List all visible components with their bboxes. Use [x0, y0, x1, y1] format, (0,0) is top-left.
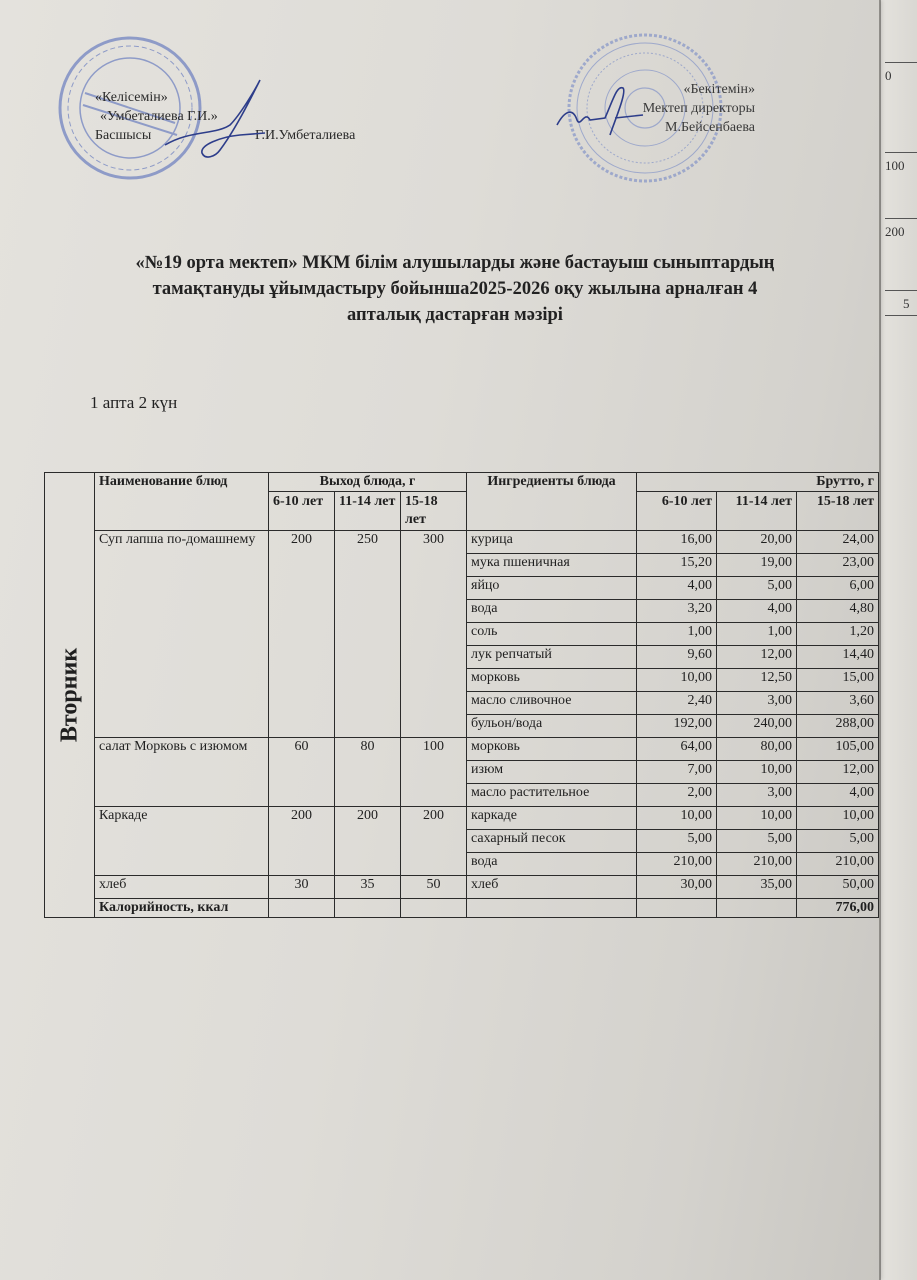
approval-left-heading: «Келісемін» — [95, 90, 168, 105]
header-brutto-age: 15-18 лет — [797, 492, 879, 531]
approval-right-heading: «Бекітемін» — [683, 82, 755, 97]
header-dish: Наименование блюд — [95, 473, 269, 531]
ingredient-brutto: 5,00 — [797, 830, 879, 853]
ingredient-brutto: 12,50 — [717, 669, 797, 692]
ingredient-name: яйцо — [467, 577, 637, 600]
ingredient-brutto: 80,00 — [717, 738, 797, 761]
ingredient-name: лук репчатый — [467, 646, 637, 669]
dish-yield: 250 — [335, 531, 401, 738]
ingredient-brutto: 4,00 — [717, 600, 797, 623]
dish-yield: 50 — [401, 876, 467, 899]
ingredient-brutto: 7,00 — [637, 761, 717, 784]
ingredient-brutto: 2,40 — [637, 692, 717, 715]
ingredient-brutto: 10,00 — [637, 807, 717, 830]
title-line-2: тамақтануды ұйымдастыру бойынша2025-2026 оқу жылына арналған 4 — [152, 279, 758, 299]
dish-yield: 30 — [269, 876, 335, 899]
ingredient-brutto: 19,00 — [717, 554, 797, 577]
ingredient-name: масло растительное — [467, 784, 637, 807]
ingredient-brutto: 10,00 — [797, 807, 879, 830]
ingredient-brutto: 24,00 — [797, 531, 879, 554]
ingredient-brutto: 12,00 — [717, 646, 797, 669]
header-yield-age: 11-14 лет — [335, 492, 401, 531]
ingredient-brutto: 16,00 — [637, 531, 717, 554]
menu-table — [44, 472, 879, 918]
week-day-subtitle: 1 апта 2 күн — [90, 393, 178, 412]
ingredient-brutto: 10,00 — [717, 807, 797, 830]
dish-yield: 60 — [269, 738, 335, 807]
header-yield-age: 6-10 лет — [269, 492, 335, 531]
ingredient-brutto: 5,00 — [637, 830, 717, 853]
background-sheet-number: 0 — [885, 68, 892, 83]
ingredient-brutto: 105,00 — [797, 738, 879, 761]
title-line-3: апталық дастарған мәзірі — [347, 305, 563, 325]
approval-left-company: «Умбеталиева Г.И.» — [100, 109, 218, 124]
dish-yield: 300 — [401, 531, 467, 738]
ingredient-brutto: 50,00 — [797, 876, 879, 899]
ingredient-brutto: 210,00 — [717, 853, 797, 876]
ingredient-brutto: 3,00 — [717, 692, 797, 715]
document-title — [80, 250, 830, 328]
empty-cell — [467, 899, 637, 918]
dish-yield: 80 — [335, 738, 401, 807]
ingredient-name: морковь — [467, 738, 637, 761]
empty-cell — [637, 899, 717, 918]
empty-cell — [717, 899, 797, 918]
day-label: Вторник — [56, 647, 82, 743]
ingredient-name: каркаде — [467, 807, 637, 830]
approval-right-role: Мектеп директоры — [642, 101, 755, 116]
header-brutto-age: 6-10 лет — [637, 492, 717, 531]
header-yield-age: 15-18 лет — [401, 492, 467, 531]
background-sheet-line — [885, 62, 917, 63]
ingredient-brutto: 20,00 — [717, 531, 797, 554]
dish-yield: 200 — [269, 807, 335, 876]
empty-cell — [401, 899, 467, 918]
ingredient-brutto: 4,00 — [797, 784, 879, 807]
ingredient-name: хлеб — [467, 876, 637, 899]
header-brutto: Брутто, г — [637, 473, 879, 492]
calories-row — [45, 899, 879, 918]
ingredient-name: изюм — [467, 761, 637, 784]
ingredient-brutto: 3,20 — [637, 600, 717, 623]
header-row — [45, 473, 879, 492]
background-sheet-number: 5 — [903, 296, 910, 311]
background-sheet-line — [885, 152, 917, 153]
table-row — [45, 807, 879, 830]
ingredient-brutto: 10,00 — [637, 669, 717, 692]
dish-yield: 35 — [335, 876, 401, 899]
ingredient-brutto: 1,00 — [717, 623, 797, 646]
ingredient-brutto: 23,00 — [797, 554, 879, 577]
table-row — [45, 876, 879, 899]
table-row — [45, 738, 879, 761]
ingredient-name: масло сливочное — [467, 692, 637, 715]
ingredient-brutto: 192,00 — [637, 715, 717, 738]
ingredient-brutto: 2,00 — [637, 784, 717, 807]
background-sheet-line — [885, 315, 917, 316]
calories-label: Калорийность, ккал — [95, 899, 269, 918]
ingredient-brutto: 10,00 — [717, 761, 797, 784]
dish-name: хлеб — [95, 876, 269, 899]
ingredient-name: соль — [467, 623, 637, 646]
ingredient-brutto: 4,80 — [797, 600, 879, 623]
ingredient-brutto: 35,00 — [717, 876, 797, 899]
ingredient-brutto: 64,00 — [637, 738, 717, 761]
approval-left-name: Г.И.Умбеталиева — [255, 128, 356, 143]
title-line-1: «№19 орта мектеп» МКМ білім алушыларды және бастауыш сыныптардың — [135, 253, 775, 273]
ingredient-brutto: 6,00 — [797, 577, 879, 600]
background-sheet-number: 200 — [885, 224, 905, 239]
background-sheet-line — [885, 290, 917, 291]
ingredient-brutto: 30,00 — [637, 876, 717, 899]
ingredient-brutto: 12,00 — [797, 761, 879, 784]
ingredient-brutto: 15,00 — [797, 669, 879, 692]
ingredient-name: морковь — [467, 669, 637, 692]
ingredient-brutto: 5,00 — [717, 830, 797, 853]
background-sheet-line — [885, 218, 917, 219]
ingredient-name: сахарный песок — [467, 830, 637, 853]
empty-cell — [269, 899, 335, 918]
background-sheet — [880, 0, 917, 1280]
ingredient-brutto: 210,00 — [637, 853, 717, 876]
header-brutto-age: 11-14 лет — [717, 492, 797, 531]
ingredient-name: бульон/вода — [467, 715, 637, 738]
dish-name: Каркаде — [95, 807, 269, 876]
ingredient-brutto: 9,60 — [637, 646, 717, 669]
signature-left — [160, 75, 270, 165]
calories-value: 776,00 — [797, 899, 879, 918]
ingredient-brutto: 15,20 — [637, 554, 717, 577]
ingredient-brutto: 210,00 — [797, 853, 879, 876]
ingredient-brutto: 3,60 — [797, 692, 879, 715]
day-cell — [45, 473, 95, 918]
dish-yield: 200 — [335, 807, 401, 876]
dish-name: салат Морковь с изюмом — [95, 738, 269, 807]
ingredient-name: вода — [467, 853, 637, 876]
ingredient-name: мука пшеничная — [467, 554, 637, 577]
ingredient-name: курица — [467, 531, 637, 554]
signature-right — [555, 80, 645, 140]
dish-yield: 100 — [401, 738, 467, 807]
table-row — [45, 531, 879, 554]
approval-left-role: Басшысы — [95, 128, 152, 143]
ingredient-brutto: 1,20 — [797, 623, 879, 646]
ingredient-brutto: 5,00 — [717, 577, 797, 600]
ingredient-brutto: 3,00 — [717, 784, 797, 807]
dish-yield: 200 — [269, 531, 335, 738]
empty-cell — [335, 899, 401, 918]
ingredient-brutto: 288,00 — [797, 715, 879, 738]
ingredient-brutto: 240,00 — [717, 715, 797, 738]
approval-right-name: М.Бейсенбаева — [665, 120, 755, 135]
ingredient-name: вода — [467, 600, 637, 623]
ingredient-brutto: 4,00 — [637, 577, 717, 600]
ingredient-brutto: 14,40 — [797, 646, 879, 669]
background-sheet-number: 100 — [885, 158, 905, 173]
ingredient-brutto: 1,00 — [637, 623, 717, 646]
dish-yield: 200 — [401, 807, 467, 876]
dish-name: Суп лапша по-домашнему — [95, 531, 269, 738]
header-ingredients: Ингредиенты блюда — [467, 473, 637, 531]
header-yield: Выход блюда, г — [269, 473, 467, 492]
